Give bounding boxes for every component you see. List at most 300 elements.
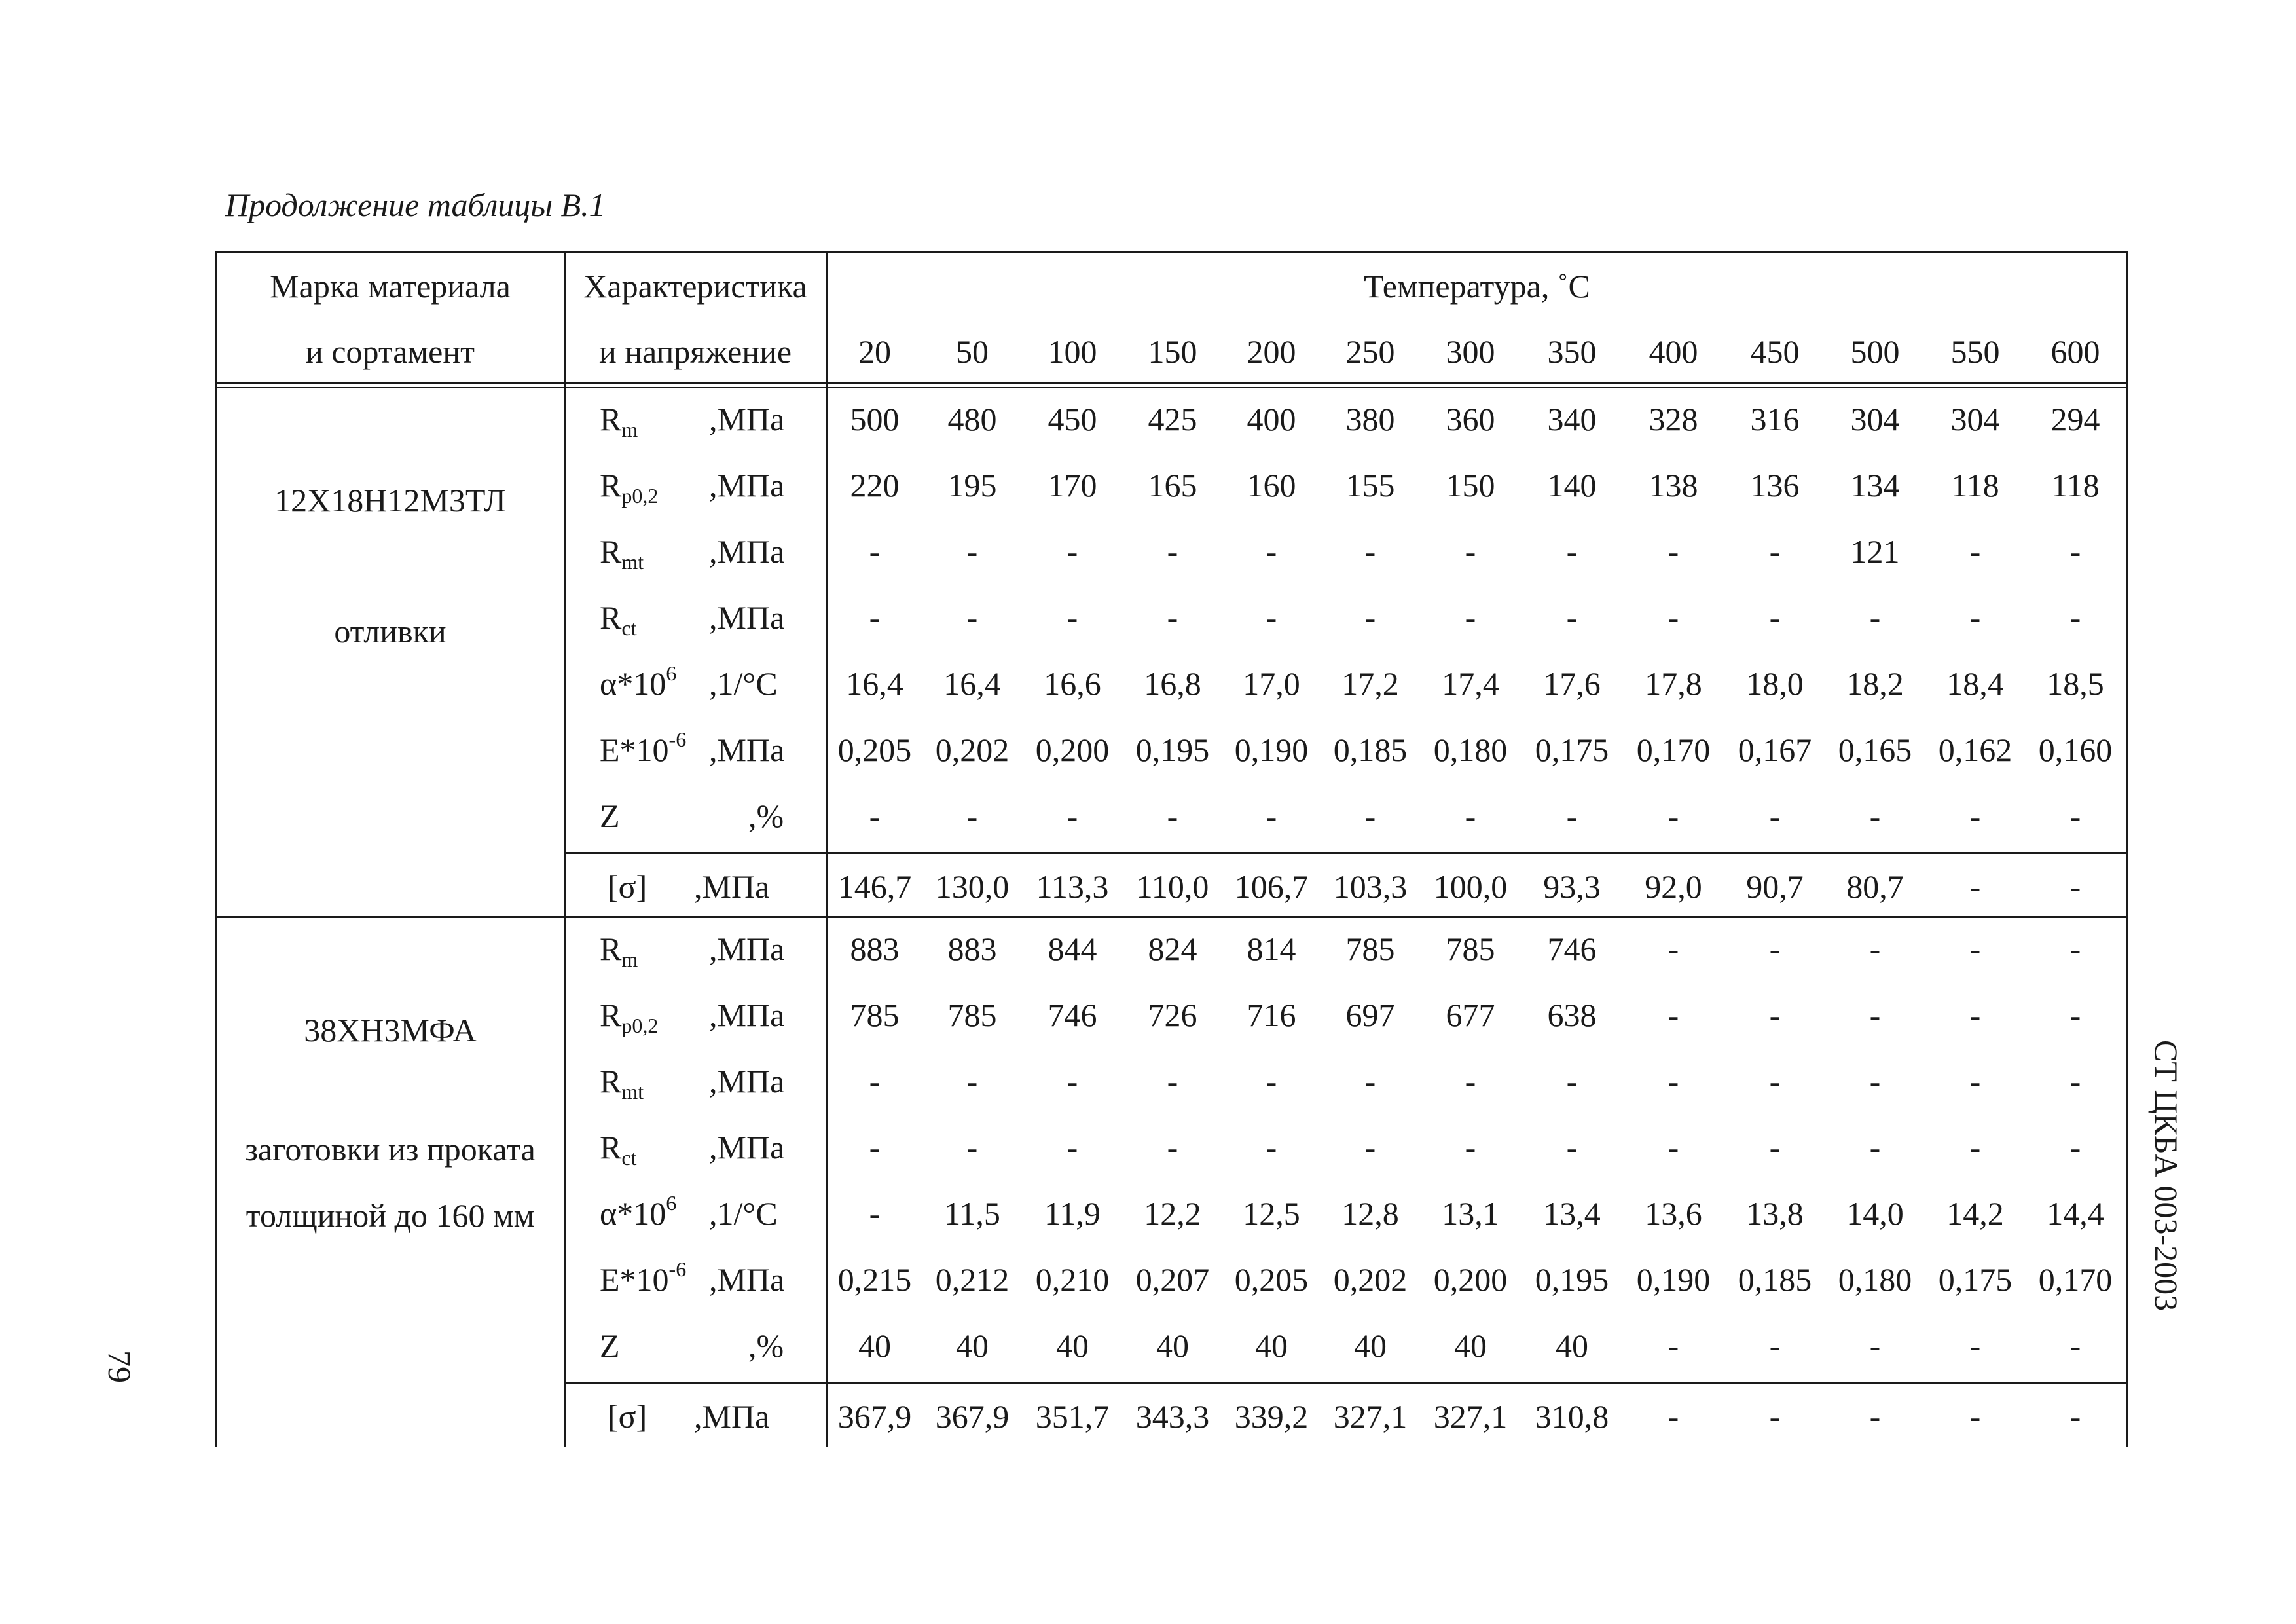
characteristic-label xyxy=(600,1063,644,1103)
table-cell: 12,5 xyxy=(1243,1195,1300,1232)
table-cell: - xyxy=(1266,798,1277,834)
table-cell: 0,190 xyxy=(1234,731,1309,768)
table-cell: - xyxy=(1667,1327,1679,1364)
table-cell: 883 xyxy=(947,931,997,967)
characteristic-symbol: Z xyxy=(600,798,620,834)
table-cell: - xyxy=(1167,1129,1178,1166)
block-separator xyxy=(215,916,2128,918)
table-cell: - xyxy=(1869,931,1881,967)
characteristic-symbol: R xyxy=(600,1063,622,1099)
table-cell: - xyxy=(1066,798,1078,834)
characteristic-unit: ,1/°С xyxy=(709,1195,778,1232)
table-cell: 17,6 xyxy=(1543,665,1601,702)
table-cell: 16,4 xyxy=(846,665,903,702)
characteristic-unit: ,% xyxy=(748,1327,784,1364)
allowable-stress-cell: 130,0 xyxy=(935,868,1010,905)
temp-header-100: 100 xyxy=(1048,333,1097,370)
table-cell: 480 xyxy=(947,401,997,437)
table-cell: 0,170 xyxy=(1636,731,1711,768)
table-cell: 0,202 xyxy=(935,731,1010,768)
characteristic-label xyxy=(600,1329,620,1362)
temp-header-300: 300 xyxy=(1446,333,1495,370)
table-cell: - xyxy=(1769,1129,1781,1166)
table-cell: - xyxy=(1167,599,1178,636)
table-cell: - xyxy=(1869,997,1881,1033)
header-material-line2: и сортамент xyxy=(306,333,475,370)
sigma-rule xyxy=(564,852,2128,854)
table-cell: - xyxy=(1364,798,1376,834)
temp-header-600: 600 xyxy=(2050,333,2100,370)
table-cell: - xyxy=(869,599,881,636)
table-cell: 0,190 xyxy=(1636,1261,1711,1298)
characteristic-symbol: R xyxy=(600,467,622,504)
table-cell: 450 xyxy=(1048,401,1097,437)
characteristic-label xyxy=(600,997,659,1037)
table-cell: - xyxy=(1869,798,1881,834)
allowable-stress-cell: 146,7 xyxy=(837,868,912,905)
table-cell: 0,200 xyxy=(1035,731,1110,768)
allowable-stress-cell: 103,3 xyxy=(1333,868,1408,905)
table-cell: - xyxy=(1465,533,1476,570)
allowable-stress-cell: 100,0 xyxy=(1433,868,1508,905)
table-cell: 304 xyxy=(1950,401,2000,437)
temp-header-50: 50 xyxy=(956,333,989,370)
table-cell: - xyxy=(1465,1129,1476,1166)
allowable-stress-unit: ,МПа xyxy=(694,868,770,905)
table-cell: - xyxy=(1167,798,1178,834)
table-cell: 380 xyxy=(1345,401,1395,437)
header-characteristic-line2: и напряжение xyxy=(598,333,792,370)
table-cell: - xyxy=(1667,1063,1679,1099)
table-cell: 134 xyxy=(1850,467,1900,504)
characteristic-unit: ,1/°С xyxy=(709,665,778,702)
characteristic-unit: ,МПа xyxy=(709,1129,785,1166)
table-cell: - xyxy=(966,599,978,636)
table-cell: 316 xyxy=(1750,401,1800,437)
characteristic-label xyxy=(600,661,677,702)
table-cell: 118 xyxy=(2051,467,2100,504)
table-cell: 16,4 xyxy=(943,665,1001,702)
allowable-stress-cell: 327,1 xyxy=(1433,1398,1508,1435)
allowable-stress-cell: 110,0 xyxy=(1136,868,1209,905)
table-cell: - xyxy=(1969,533,1981,570)
table-cell: - xyxy=(966,1129,978,1166)
table-cell: - xyxy=(1969,997,1981,1033)
table-cell: 118 xyxy=(1951,467,1999,504)
characteristic-label xyxy=(600,401,638,441)
table-cell: 17,8 xyxy=(1645,665,1702,702)
characteristic-subscript: mt xyxy=(621,550,644,574)
temp-header-500: 500 xyxy=(1850,333,1900,370)
table-cell: 0,200 xyxy=(1433,1261,1508,1298)
table-cell: - xyxy=(1066,1129,1078,1166)
table-cell: - xyxy=(1769,931,1781,967)
document-code: СТ ЦКБА 003-2003 xyxy=(2148,1040,2185,1312)
table-cell: - xyxy=(1769,599,1781,636)
material-name: 12Х18Н12М3ТЛ xyxy=(274,482,506,519)
table-cell: - xyxy=(966,798,978,834)
table-cell: 785 xyxy=(1345,931,1395,967)
table-cell: - xyxy=(1667,997,1679,1033)
table-cell: 425 xyxy=(1148,401,1197,437)
table-cell: - xyxy=(1869,599,1881,636)
table-cell: 785 xyxy=(947,997,997,1033)
characteristic-superscript: -6 xyxy=(668,1257,687,1281)
table-cell: 814 xyxy=(1247,931,1296,967)
table-cell: 155 xyxy=(1345,467,1395,504)
allowable-stress-cell: 351,7 xyxy=(1035,1398,1110,1435)
material-name: 38ХН3МФА xyxy=(304,1012,477,1048)
table-cell: - xyxy=(1465,599,1476,636)
temp-header-150: 150 xyxy=(1148,333,1197,370)
table-cell: - xyxy=(869,1063,881,1099)
table-cell: - xyxy=(1566,599,1578,636)
characteristic-unit: ,МПа xyxy=(709,533,785,570)
characteristic-symbol: Е*10 xyxy=(600,1261,669,1298)
table-cell: - xyxy=(1364,599,1376,636)
table-cell: 0,185 xyxy=(1738,1261,1812,1298)
temp-header-350: 350 xyxy=(1547,333,1597,370)
table-cell: 0,185 xyxy=(1333,731,1408,768)
table-cell: 360 xyxy=(1446,401,1495,437)
table-caption: Продолжение таблицы В.1 xyxy=(225,187,606,223)
table-cell: 40 xyxy=(1556,1327,1588,1364)
allowable-stress-cell: 92,0 xyxy=(1645,868,1702,905)
temp-header-450: 450 xyxy=(1750,333,1800,370)
table-cell: - xyxy=(2069,931,2081,967)
table-cell: 40 xyxy=(1156,1327,1189,1364)
column-divider-1 xyxy=(564,251,566,1447)
table-cell: 0,175 xyxy=(1535,731,1609,768)
table-cell: - xyxy=(2069,798,2081,834)
table-cell: 14,0 xyxy=(1846,1195,1904,1232)
temp-header-400: 400 xyxy=(1649,333,1698,370)
table-cell: 13,1 xyxy=(1442,1195,1499,1232)
table-cell: 0,205 xyxy=(1234,1261,1309,1298)
table-cell: 160 xyxy=(1247,467,1296,504)
table-cell: 294 xyxy=(2050,401,2100,437)
table-cell: - xyxy=(1566,798,1578,834)
characteristic-unit: ,МПа xyxy=(709,731,785,768)
table-cell: 17,4 xyxy=(1442,665,1499,702)
characteristic-subscript: mt xyxy=(621,1080,644,1103)
characteristic-unit: ,МПа xyxy=(709,931,785,967)
table-cell: - xyxy=(1969,599,1981,636)
assortment-line: толщиной до 160 мм xyxy=(246,1197,535,1234)
table-cell: - xyxy=(1969,1327,1981,1364)
allowable-stress-cell: 339,2 xyxy=(1234,1398,1309,1435)
table-cell: - xyxy=(1769,533,1781,570)
table-cell: 340 xyxy=(1547,401,1597,437)
table-cell: 746 xyxy=(1048,997,1097,1033)
allowable-stress-label: [σ] xyxy=(608,868,647,905)
table-cell: - xyxy=(1769,1063,1781,1099)
table-cell: 328 xyxy=(1649,401,1698,437)
table-cell: - xyxy=(869,798,881,834)
table-cell: - xyxy=(2069,1129,2081,1166)
table-cell: 16,8 xyxy=(1144,665,1201,702)
allowable-stress-cell: 106,7 xyxy=(1234,868,1309,905)
table-cell: 17,2 xyxy=(1341,665,1399,702)
allowable-stress-label: [σ] xyxy=(608,1398,647,1435)
allowable-stress-cell: - xyxy=(1969,868,1981,905)
table-cell: - xyxy=(1266,1129,1277,1166)
table-cell: 136 xyxy=(1750,467,1800,504)
table-left-border xyxy=(215,251,217,1447)
table-cell: 165 xyxy=(1148,467,1197,504)
allowable-stress-cell: 367,9 xyxy=(837,1398,912,1435)
table-cell: - xyxy=(1465,798,1476,834)
characteristic-symbol: R xyxy=(600,401,622,437)
table-cell: - xyxy=(1566,533,1578,570)
table-cell: 0,170 xyxy=(2038,1261,2113,1298)
table-cell: 0,215 xyxy=(837,1261,912,1298)
table-cell: - xyxy=(1364,1063,1376,1099)
table-cell: 14,4 xyxy=(2047,1195,2104,1232)
table-cell: 0,207 xyxy=(1135,1261,1210,1298)
table-cell: - xyxy=(1566,1063,1578,1099)
table-cell: - xyxy=(869,1129,881,1166)
table-cell: 138 xyxy=(1649,467,1698,504)
sigma-rule xyxy=(564,1382,2128,1384)
table-cell: 40 xyxy=(956,1327,989,1364)
table-cell: 40 xyxy=(858,1327,891,1364)
table-cell: - xyxy=(1364,533,1376,570)
table-top-border xyxy=(215,251,2128,253)
table-cell: 40 xyxy=(1354,1327,1387,1364)
table-cell: - xyxy=(1066,533,1078,570)
table-cell: - xyxy=(2069,1327,2081,1364)
header-temperature-title: Температура, ˚С xyxy=(1364,268,1590,304)
characteristic-symbol: R xyxy=(600,1129,622,1166)
table-cell: - xyxy=(1167,533,1178,570)
table-cell: - xyxy=(2069,1063,2081,1099)
table-cell: 677 xyxy=(1446,997,1495,1033)
characteristic-superscript: -6 xyxy=(668,728,687,751)
table-cell: 0,205 xyxy=(837,731,912,768)
characteristic-unit: ,% xyxy=(748,798,784,834)
characteristic-unit: ,МПа xyxy=(709,1261,785,1298)
characteristic-unit: ,МПа xyxy=(709,467,785,504)
table-cell: 785 xyxy=(1446,931,1495,967)
table-cell: - xyxy=(1167,1063,1178,1099)
temp-header-20: 20 xyxy=(858,333,891,370)
assortment-line: отливки xyxy=(334,613,446,650)
header-rule-lower xyxy=(215,387,2128,388)
table-cell: 13,4 xyxy=(1543,1195,1601,1232)
temp-header-550: 550 xyxy=(1950,333,2000,370)
characteristic-subscript: m xyxy=(621,418,638,441)
table-cell: 12,8 xyxy=(1341,1195,1399,1232)
table-cell: 16,6 xyxy=(1044,665,1101,702)
allowable-stress-cell: - xyxy=(2069,1398,2081,1435)
characteristic-subscript: ct xyxy=(621,616,637,640)
table-cell: 0,180 xyxy=(1433,731,1508,768)
allowable-stress-cell: - xyxy=(2069,868,2081,905)
table-cell: 0,167 xyxy=(1738,731,1812,768)
table-cell: - xyxy=(1266,1063,1277,1099)
table-cell: - xyxy=(1769,997,1781,1033)
characteristic-superscript: 6 xyxy=(666,1191,677,1215)
column-divider-2 xyxy=(826,251,828,1447)
table-cell: - xyxy=(869,533,881,570)
table-cell: - xyxy=(966,1063,978,1099)
table-cell: 18,4 xyxy=(1946,665,2004,702)
characteristic-symbol: R xyxy=(600,533,622,570)
table-cell: 0,210 xyxy=(1035,1261,1110,1298)
table-cell: 0,160 xyxy=(2038,731,2113,768)
table-cell: 13,6 xyxy=(1645,1195,1702,1232)
table-cell: - xyxy=(1667,599,1679,636)
table-cell: 500 xyxy=(850,401,900,437)
table-cell: 785 xyxy=(850,997,900,1033)
allowable-stress-cell: 367,9 xyxy=(935,1398,1010,1435)
table-cell: 746 xyxy=(1547,931,1597,967)
characteristic-unit: ,МПа xyxy=(709,1063,785,1099)
table-cell: 0,202 xyxy=(1333,1261,1408,1298)
table-cell: 0,212 xyxy=(935,1261,1010,1298)
characteristic-unit: ,МПа xyxy=(709,997,785,1033)
characteristic-subscript: p0,2 xyxy=(621,1014,659,1037)
table-cell: - xyxy=(869,1195,881,1232)
assortment-line: заготовки из проката xyxy=(245,1131,536,1168)
table-cell: - xyxy=(1667,931,1679,967)
table-cell: 18,0 xyxy=(1746,665,1804,702)
header-rule-upper xyxy=(215,382,2128,384)
characteristic-symbol: α*10 xyxy=(600,1195,666,1232)
table-cell: 716 xyxy=(1247,997,1296,1033)
table-cell: - xyxy=(1969,1129,1981,1166)
table-cell: 17,0 xyxy=(1243,665,1300,702)
table-cell: 844 xyxy=(1048,931,1097,967)
header-material-line1: Марка материала xyxy=(270,268,511,304)
table-cell: - xyxy=(1066,599,1078,636)
table-cell: - xyxy=(1969,1063,1981,1099)
allowable-stress-cell: - xyxy=(1667,1398,1679,1435)
table-cell: - xyxy=(1667,1129,1679,1166)
characteristic-label xyxy=(600,1257,687,1298)
table-cell: 0,162 xyxy=(1938,731,2013,768)
table-cell: 304 xyxy=(1850,401,1900,437)
allowable-stress-cell: 327,1 xyxy=(1333,1398,1408,1435)
allowable-stress-cell: - xyxy=(1869,1398,1881,1435)
characteristic-label xyxy=(600,533,644,574)
table-cell: - xyxy=(1266,533,1277,570)
allowable-stress-cell: - xyxy=(1769,1398,1781,1435)
table-cell: 11,5 xyxy=(944,1195,1000,1232)
table-cell: - xyxy=(1869,1129,1881,1166)
page-number: 79 xyxy=(101,1350,138,1383)
characteristic-symbol: Z xyxy=(600,1327,620,1364)
characteristic-subscript: m xyxy=(621,948,638,971)
table-cell: - xyxy=(1769,798,1781,834)
table-cell: 40 xyxy=(1056,1327,1089,1364)
table-cell: - xyxy=(1566,1129,1578,1166)
table-cell: 697 xyxy=(1345,997,1395,1033)
temp-header-200: 200 xyxy=(1247,333,1296,370)
table-cell: 12,2 xyxy=(1144,1195,1201,1232)
table-cell: 40 xyxy=(1255,1327,1288,1364)
table-cell: - xyxy=(1364,1129,1376,1166)
table-cell: 11,9 xyxy=(1044,1195,1101,1232)
table-cell: 0,165 xyxy=(1838,731,1912,768)
table-cell: 121 xyxy=(1850,533,1900,570)
characteristic-unit: ,МПа xyxy=(709,599,785,636)
table-cell: 18,2 xyxy=(1846,665,1904,702)
table-cell: 638 xyxy=(1547,997,1597,1033)
allowable-stress-cell: - xyxy=(1969,1398,1981,1435)
temp-header-250: 250 xyxy=(1345,333,1395,370)
table-cell: - xyxy=(1969,931,1981,967)
table-cell: - xyxy=(1869,1327,1881,1364)
table-cell: 18,5 xyxy=(2047,665,2104,702)
table-cell: 726 xyxy=(1148,997,1197,1033)
characteristic-label xyxy=(600,728,687,768)
table-cell: - xyxy=(1266,599,1277,636)
table-cell: 0,195 xyxy=(1135,731,1210,768)
table-cell: - xyxy=(1667,533,1679,570)
characteristic-label xyxy=(600,467,659,507)
table-cell: 220 xyxy=(850,467,900,504)
table-cell: 150 xyxy=(1446,467,1495,504)
table-cell: 0,175 xyxy=(1938,1261,2013,1298)
allowable-stress-cell: 90,7 xyxy=(1746,868,1804,905)
allowable-stress-unit: ,МПа xyxy=(694,1398,770,1435)
characteristic-label xyxy=(600,931,638,971)
characteristic-symbol: R xyxy=(600,931,622,967)
table-cell: 400 xyxy=(1247,401,1296,437)
table-cell: - xyxy=(1465,1063,1476,1099)
allowable-stress-cell: 343,3 xyxy=(1135,1398,1210,1435)
characteristic-label xyxy=(600,599,637,640)
table-cell: 140 xyxy=(1547,467,1597,504)
table-cell: - xyxy=(2069,997,2081,1033)
characteristic-label xyxy=(600,1129,637,1170)
characteristic-subscript: p0,2 xyxy=(621,484,659,507)
table-cell: - xyxy=(1969,798,1981,834)
allowable-stress-cell: 93,3 xyxy=(1543,868,1601,905)
characteristic-symbol: Е*10 xyxy=(600,731,669,768)
characteristic-label xyxy=(600,1191,677,1232)
table-cell: - xyxy=(1869,1063,1881,1099)
table-cell: 195 xyxy=(947,467,997,504)
characteristic-subscript: ct xyxy=(621,1146,637,1170)
table-cell: 0,195 xyxy=(1535,1261,1609,1298)
table-cell: - xyxy=(2069,533,2081,570)
characteristic-symbol: R xyxy=(600,997,622,1033)
allowable-stress-cell: 113,3 xyxy=(1036,868,1109,905)
table-cell: 14,2 xyxy=(1946,1195,2004,1232)
characteristic-label xyxy=(600,800,620,832)
table-cell: 170 xyxy=(1048,467,1097,504)
allowable-stress-cell: 80,7 xyxy=(1846,868,1904,905)
table-cell: 824 xyxy=(1148,931,1197,967)
table-cell: - xyxy=(966,533,978,570)
table-cell: 883 xyxy=(850,931,900,967)
characteristic-superscript: 6 xyxy=(666,661,677,685)
table-cell: - xyxy=(1769,1327,1781,1364)
table-cell: 13,8 xyxy=(1746,1195,1804,1232)
header-characteristic-line1: Характеристика xyxy=(583,268,807,304)
table-cell: 0,180 xyxy=(1838,1261,1912,1298)
table-cell: - xyxy=(1066,1063,1078,1099)
characteristic-symbol: α*10 xyxy=(600,665,666,702)
table-cell: 40 xyxy=(1454,1327,1487,1364)
table-cell: - xyxy=(1667,798,1679,834)
characteristic-symbol: R xyxy=(600,599,622,636)
allowable-stress-cell: 310,8 xyxy=(1535,1398,1609,1435)
characteristic-unit: ,МПа xyxy=(709,401,785,437)
